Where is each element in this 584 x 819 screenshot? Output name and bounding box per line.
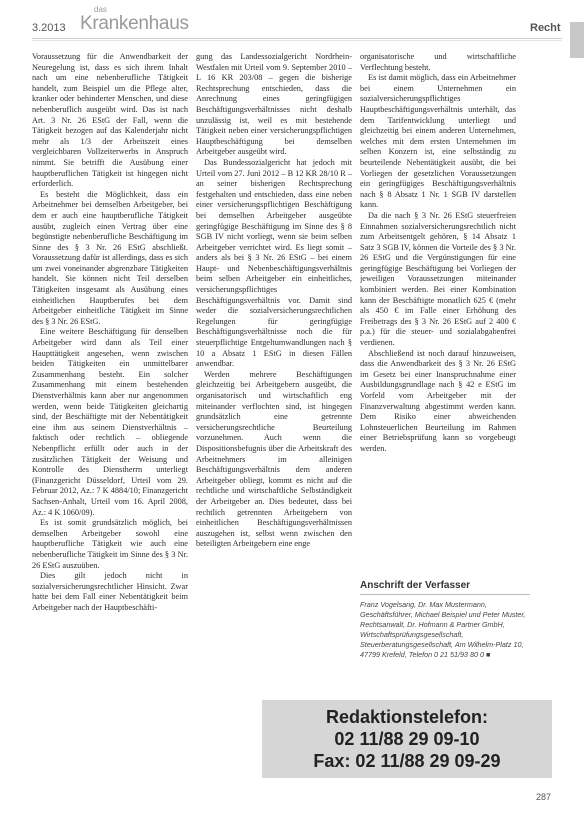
page-header [0, 0, 584, 38]
paragraph: Es besteht die Möglichkeit, dass ein Arbeitnehmer bei demselben Arbeitgeber, bei dem er auch eine hauptberufliche Tätigkeit ausübt, zugleich einen Vertrag über eine begünstigte nebenberufliche Beschäftigung im Sinne des § 3 Nr. 26 EStG abschließt. Voraussetzung dafür ist allerdings, dass es sich um zwei voneinander abgrenzbare Tätigkeiten handelt. Sie können nicht Teil derselben Tätigkeiten insgesamt als Ausübung eines einheitlichen Hauptberufes bei dem Arbeitgeber einheitliche Tätigkeit im Sinne des § 3 Nr. 26 EStG. [32, 189, 188, 326]
paragraph: Es ist somit grundsätzlich möglich, bei demselben Arbeitgeber sowohl eine hauptberufliche Tätigkeit wie auch eine nebenberufliche Tätigkeit im Sinne des § 3 Nr. 26 EStG auszuüben. [32, 518, 188, 570]
issue-number: 3.2013 [32, 22, 66, 34]
phone-box-heading: Redaktionstelefon: [325, 707, 489, 727]
paragraph: Abschließend ist noch darauf hinzuweisen, dass die Anwendbarkeit des § 3 Nr. 26 EStG im Gesetz bei einer Inanspruchnahme einer Ausbildungsgrundlage nach § 42 e EStG im Vorfeld vom Arbeitgeber mit der Finanzverwaltung abgestimmt werden kann. Dem Risiko einer abweichenden Lohnsteuerlichen Beurteilung im Rahmen einer Betriebsprüfung kann so vorgebeugt werden. [360, 348, 516, 453]
paragraph: Voraussetzung für die Anwendbarkeit der Neuregelung ist, dass es sich ihrem Inhalt nach um eine nebenberufliche Tätigkeit handelt, zum Beispiel um die Pflege alter, kranker oder behinderter Menschen, und diese nebenberuflich ausgeübt wird. Das ist nach Art. 3 Nr. 26 EStG der Fall, wenn die Tätigkeit bezogen auf das Kalenderjahr nicht mehr als 1/3 der Arbeitszeit eines vergleichbaren Vollzeiterwerbs in Anspruch nimmt. Sie betrifft die Ausübung einer hauptberuflichen Tätigkeit ist hingegen nicht erforderlich. [32, 52, 188, 189]
paragraph: Da die nach § 3 Nr. 26 EStG steuerfreien Einnahmen sozialversicherungsrechtlich nicht zum Arbeitsentgelt gehören, § 14 Absatz 1 Satz 3 SGB IV, können die Vorteile des § 3 Nr. 26 EStG und die Vergünstigungen für eine geringfügige Beschäftigung bei Vorliegen der jeweiligen Voraussetzungen miteinander kombiniert werden. Bei einer Kombination kann der Beschäftigte monatlich 625 € (mehr als 450 € im Falle einer Erhöhung des Freibetrags des § 3 Nr. 26 EStG auf 2 400 € p.a.) für die steuer- und sozialabgabenfrei verdienen. [360, 210, 516, 348]
logo-main-text: Krankenhaus [80, 13, 189, 34]
paragraph: Werden mehrere Beschäftigungen gleichzeitig bei Arbeitgebern ausgeübt, die organisatorisch und wirtschaftlich eng miteinander verflochten sind, ist hingegen grundsätzlich eine getrennte versicherungsrechtliche Beurteilung vorzunehmen. Auch wenn die Dispositionsbefugnis über die Arbeitskraft des Arbeitnehmers im alleinigen Beschäftigungsverhältnis dem anderen Arbeitgeber obliegt, kommt es nicht auf die rechtliche und wirtschaftliche Selbständigkeit der Arbeitgeber an. Dies bedeutet, dass bei rechtlich getrennten Arbeitgebern von einheitlichen Beschäftigungsverhältnissen auszugehen ist, selbst wenn zwischen den beteiligten Arbeitgebern eine enge [196, 369, 352, 549]
text-column-1 [32, 52, 188, 772]
author-address-body: Franz Vogelsang, Dr. Max Mustermann, Geschäftsführer, Michael Beispiel und Peter Muster, Rechtsanwalt, Dr. Hofmann & Partner GmbH, Wirtschaftsprüfungsgesellschaft, Steuerberatungsgesellschaft, Am Wilhelm-Platz 10, 47799 Krefeld, Telefon 0 21 51/93 80 0 [360, 600, 526, 659]
author-address-text [360, 600, 530, 660]
paragraph: Eine weitere Beschäftigung für denselben Arbeitgeber wird dann als Teil einer Haupttätigkeit angesehen, wenn zwischen beiden Tätigkeiten ein unmittelbarer Zusammenhang besteht. Ein solcher Zusammenhang mit einem bestehenden Dienstverhältnis kann aber nur angenommen werden, wenn beide Tätigkeiten gleichartig sind, der Beschäftigte mit der Nebentätigkeit eine ihm aus seinem Dienstverhältnis – faktisch oder rechtlich – obliegende Nebenpflicht erfüllt oder auch in der zusätzlichen Tätigkeit der Weisung und Kontrolle des Dienstherrn unterliegt (Finanzgericht Düsseldorf, Urteil vom 29. Februar 2012, Az.: 7 K 4884/10; Finanzgericht Sachsen-Anhalt, Urteil vom 16. April 2008, Az.: 4 K 1060/09). [32, 327, 188, 517]
phone-number: 02 11/88 29 09-10 [334, 729, 480, 749]
paragraph: Es ist damit möglich, dass ein Arbeitnehmer bei einem Unternehmen ein sozialversicherungspflichtiges Hauptbeschäftigungsverhältnis unterhält, das dem Tarifentwicklung unterliegt und gleichzeitig bei einem anderen Unternehmen, welches mit dem ersten Unternehmen im selben Konzern ist, eine selbständig zu beurteilende Nebentätigkeit ausübt, die bei Vorliegen der gesetzlichen Voraussetzungen ein geringfügiges Beschäftigungsverhältnis nach § 8 Absatz 1 Nr. 1 SGB IV darstellen kann. [360, 73, 516, 210]
fax-number: Fax: 02 11/88 29 09-29 [313, 751, 501, 771]
paragraph: Dies gilt jedoch nicht in sozialversicherungsrechtlicher Hinsicht. Zwar hatte bei dem Fall einer Nebentätigkeit beim Arbeitgeber nach der Hauptbeschäfti- [32, 571, 188, 612]
magazine-logo [80, 6, 189, 34]
author-address-box [360, 580, 530, 660]
section-side-tab [570, 22, 584, 58]
logo-small-text: das [94, 5, 107, 14]
header-divider-secondary [32, 40, 562, 41]
section-title: Recht [530, 22, 561, 34]
author-address-title: Anschrift der Verfasser [360, 580, 530, 595]
paragraph: organisatorische und wirtschaftliche Verflechtung besteht. [360, 52, 516, 72]
page-number: 287 [536, 792, 552, 802]
editorial-phone-box [262, 700, 552, 778]
paragraph: gung das Landessozialgericht Nordrhein-Westfalen mit Urteil vom 9. September 2010 – L 16 KR 203/08 – gegen die bisherige Rechtsprechung entschieden, dass die Anrechnung eines geringfügigen Beschäftigungsverhältnisses nicht deshalb unzulässig ist, weil es mit bestehende Tätigkeit neben einer versicherungspflichtigen Hauptbeschäftigung bei demselben Arbeitgeber ausgeübt wird. [196, 52, 352, 157]
end-of-article-mark: ■ [486, 650, 491, 659]
header-divider [32, 38, 562, 39]
text-column-3 [360, 52, 516, 592]
paragraph: Das Bundessozialgericht hat jedoch mit Urteil vom 27. Juni 2012 – B 12 KR 28/10 R – an seiner bisherigen Rechtsprechung festgehalten und entschieden, dass eine neben einer versicherungspflichtigen Beschäftigung bei demselben Arbeitgeber ausgeübte geringfügige Beschäftigung im Sinne des § 8 SGB IV nicht vorliegt, wenn sie beim selben Arbeitgeber verrichtet wird. Es liegt somit – anders als bei § 3 Nr. 26 EStG – bei einem Haupt- und Nebenbeschäftigungsverhältnis beim selben Arbeitgeber ein einheitliches, versicherungspflichtiges Beschäftigungsverhältnis vor. Damit sind weder die sozialversicherungsrechtlichen Regelungen für geringfügige Beschäftigungsverhältnisse noch die für steuerpflichtige Entgeltumwandlungen nach § 10 a Absatz 1 EStG in diesen Fällen anwendbar. [196, 157, 352, 369]
text-column-2 [196, 52, 352, 772]
